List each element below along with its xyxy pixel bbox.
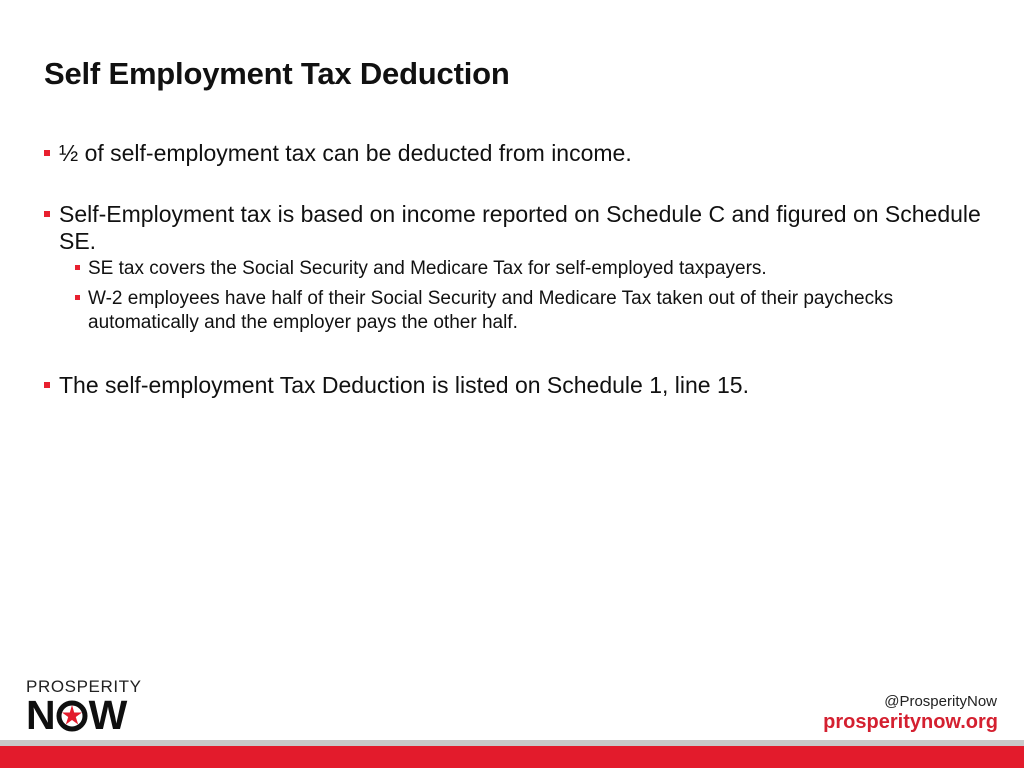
red-square-bullet-icon <box>44 150 50 156</box>
logo-wordmark-top: PROSPERITY <box>26 677 142 696</box>
social-handle: @ProsperityNow <box>884 693 997 710</box>
logo-letter-w: W <box>88 692 127 738</box>
red-square-bullet-icon <box>44 211 50 217</box>
prosperity-now-logo <box>26 677 146 737</box>
bullet-text: The self-employment Tax Deduction is listed on Schedule 1, line 15. <box>59 372 749 398</box>
bullet-text: ½ of self-employment tax can be deducted from income. <box>59 140 632 166</box>
red-square-bullet-icon <box>75 265 80 270</box>
star-burst-o-icon <box>56 700 88 732</box>
bullet-item <box>44 201 984 255</box>
red-square-bullet-icon <box>75 295 80 300</box>
sub-bullet-item <box>44 257 984 281</box>
website-link[interactable]: prosperitynow.org <box>823 711 998 733</box>
bullet-item <box>44 140 984 167</box>
bullet-item <box>44 372 984 399</box>
sub-bullet-text: W-2 employees have half of their Social Security and Medicare Tax taken out of their paychecks automatically and the employer pays the other half. <box>88 288 894 333</box>
logo-letter-n: N <box>26 692 55 738</box>
bullet-text: Self-Employment tax is based on income reported on Schedule C and figured on Schedule SE. <box>59 201 981 254</box>
footer-red-bar <box>0 746 1024 768</box>
slide-title: Self Employment Tax Deduction <box>44 56 510 91</box>
bullet-list <box>44 140 984 399</box>
logo-wordmark-now <box>26 694 126 736</box>
sub-bullet-item <box>44 287 984 335</box>
red-square-bullet-icon <box>44 382 50 388</box>
sub-bullet-text: SE tax covers the Social Security and Medicare Tax for self-employed taxpayers. <box>88 258 767 279</box>
